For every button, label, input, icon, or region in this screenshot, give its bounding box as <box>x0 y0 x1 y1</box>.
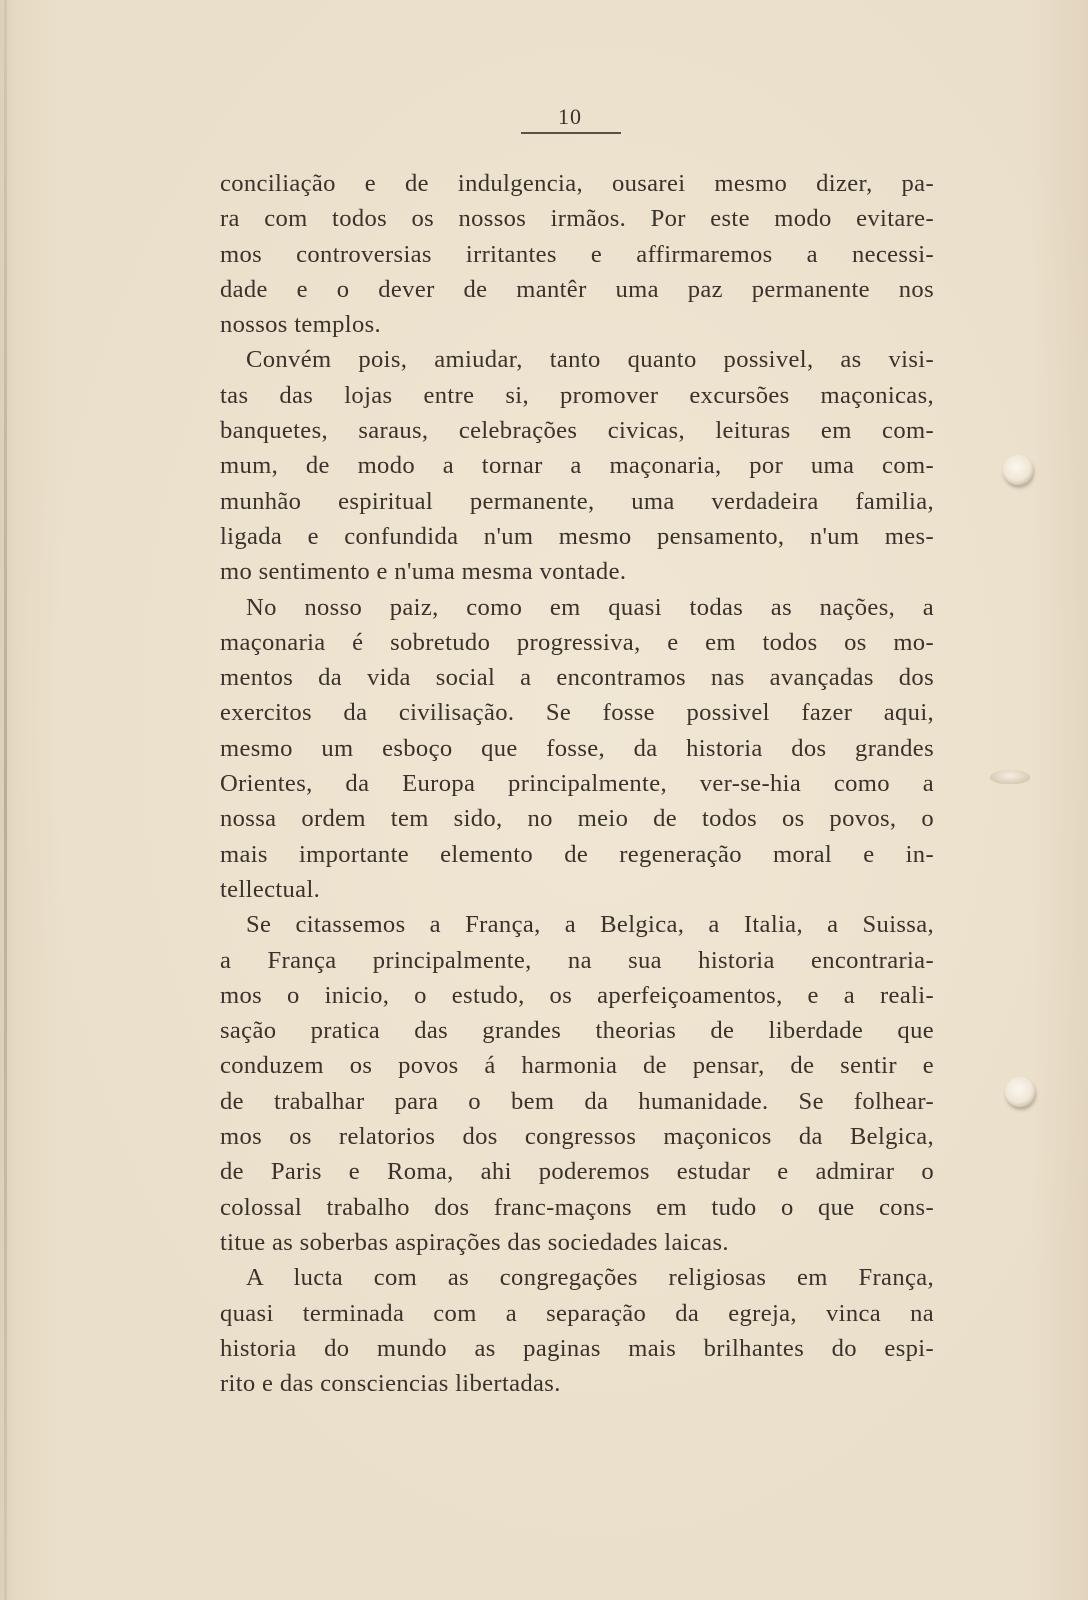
text-line: conciliação e de indulgencia, ousarei mesmo dizer, pa- <box>220 170 934 197</box>
text-line: de Paris e Roma, ahi poderemos estudar e admirar o <box>220 1158 934 1186</box>
text-line: titue as soberbas aspirações das sociedades laicas. <box>220 1228 729 1256</box>
body-text <box>220 166 934 1401</box>
page-binding-edge <box>4 0 7 1600</box>
text-line: nossos templos. <box>220 311 382 339</box>
text-line: ra com todos os nossos irmãos. Por este modo evitare- <box>220 205 934 233</box>
text-line: Orientes, da Europa principalmente, ver-se-hia como a <box>220 770 934 798</box>
text-line: mos controversias irritantes e affirmaremos a necessi- <box>220 240 934 268</box>
text-line: Convém pois, amiudar, tanto quanto possivel, as visi- <box>246 346 934 374</box>
text-line: rito e das consciencias libertadas. <box>220 1370 561 1398</box>
text-line: conduzem os povos á harmonia de pensar, de sentir e <box>220 1052 934 1080</box>
text-line: de trabalhar para o bem da humanidade. Se folhear- <box>220 1087 934 1115</box>
text-line: mentos da vida social a encontramos nas avançadas dos <box>220 664 934 692</box>
text-line: mum, de modo a tornar a maçonaria, por uma com- <box>220 452 934 480</box>
text-line: banquetes, saraus, celebrações civicas, leituras em com- <box>220 417 934 445</box>
text-line: exercitos da civilisação. Se fosse possivel fazer aqui, <box>220 699 934 727</box>
text-line: quasi terminada com a separação da egreja, vinca na <box>220 1299 934 1327</box>
text-line: mais importante elemento de regeneração moral e in- <box>220 840 934 868</box>
binding-hole <box>1003 455 1033 485</box>
text-line: A lucta com as congregações religiosas em França, <box>246 1264 934 1292</box>
text-line: a França principalmente, na sua historia encontraria- <box>220 946 934 974</box>
text-line: mos o inicio, o estudo, os aperfeiçoamentos, e a reali- <box>220 981 934 1009</box>
text-line: mo sentimento e n'uma mesma vontade. <box>220 558 627 586</box>
text-line: ligada e confundida n'um mesmo pensamento, n'um mes- <box>220 522 934 550</box>
header-rule <box>521 132 621 134</box>
text-line: tellectual. <box>220 875 321 903</box>
text-line: nossa ordem tem sido, no meio de todos os povos, o <box>220 805 934 833</box>
text-line: historia do mundo as paginas mais brilhantes do espi- <box>220 1334 934 1362</box>
text-line: maçonaria é sobretudo progressiva, e em todos os mo- <box>220 628 934 656</box>
page-number: 10 <box>558 104 582 129</box>
paper-tear <box>990 770 1030 784</box>
binding-hole <box>1005 1077 1035 1107</box>
text-line: colossal trabalho dos franc-maçons em tudo o que cons- <box>220 1193 934 1221</box>
text-line: No nosso paiz, como em quasi todas as nações, a <box>246 593 934 621</box>
text-line: tas das lojas entre si, promover excursões maçonicas, <box>220 381 934 409</box>
text-line: munhão espiritual permanente, uma verdadeira familia, <box>220 487 934 515</box>
text-line: Se citassemos a França, a Belgica, a Italia, a Suissa, <box>246 911 934 939</box>
text-line: mos os relatorios dos congressos maçonicos da Belgica, <box>220 1123 934 1151</box>
text-line: dade e o dever de mantêr uma paz permanente nos <box>220 275 934 303</box>
text-line: mesmo um esboço que fosse, da historia dos grandes <box>220 734 934 762</box>
text-line: sação pratica das grandes theorias de liberdade que <box>220 1017 934 1045</box>
